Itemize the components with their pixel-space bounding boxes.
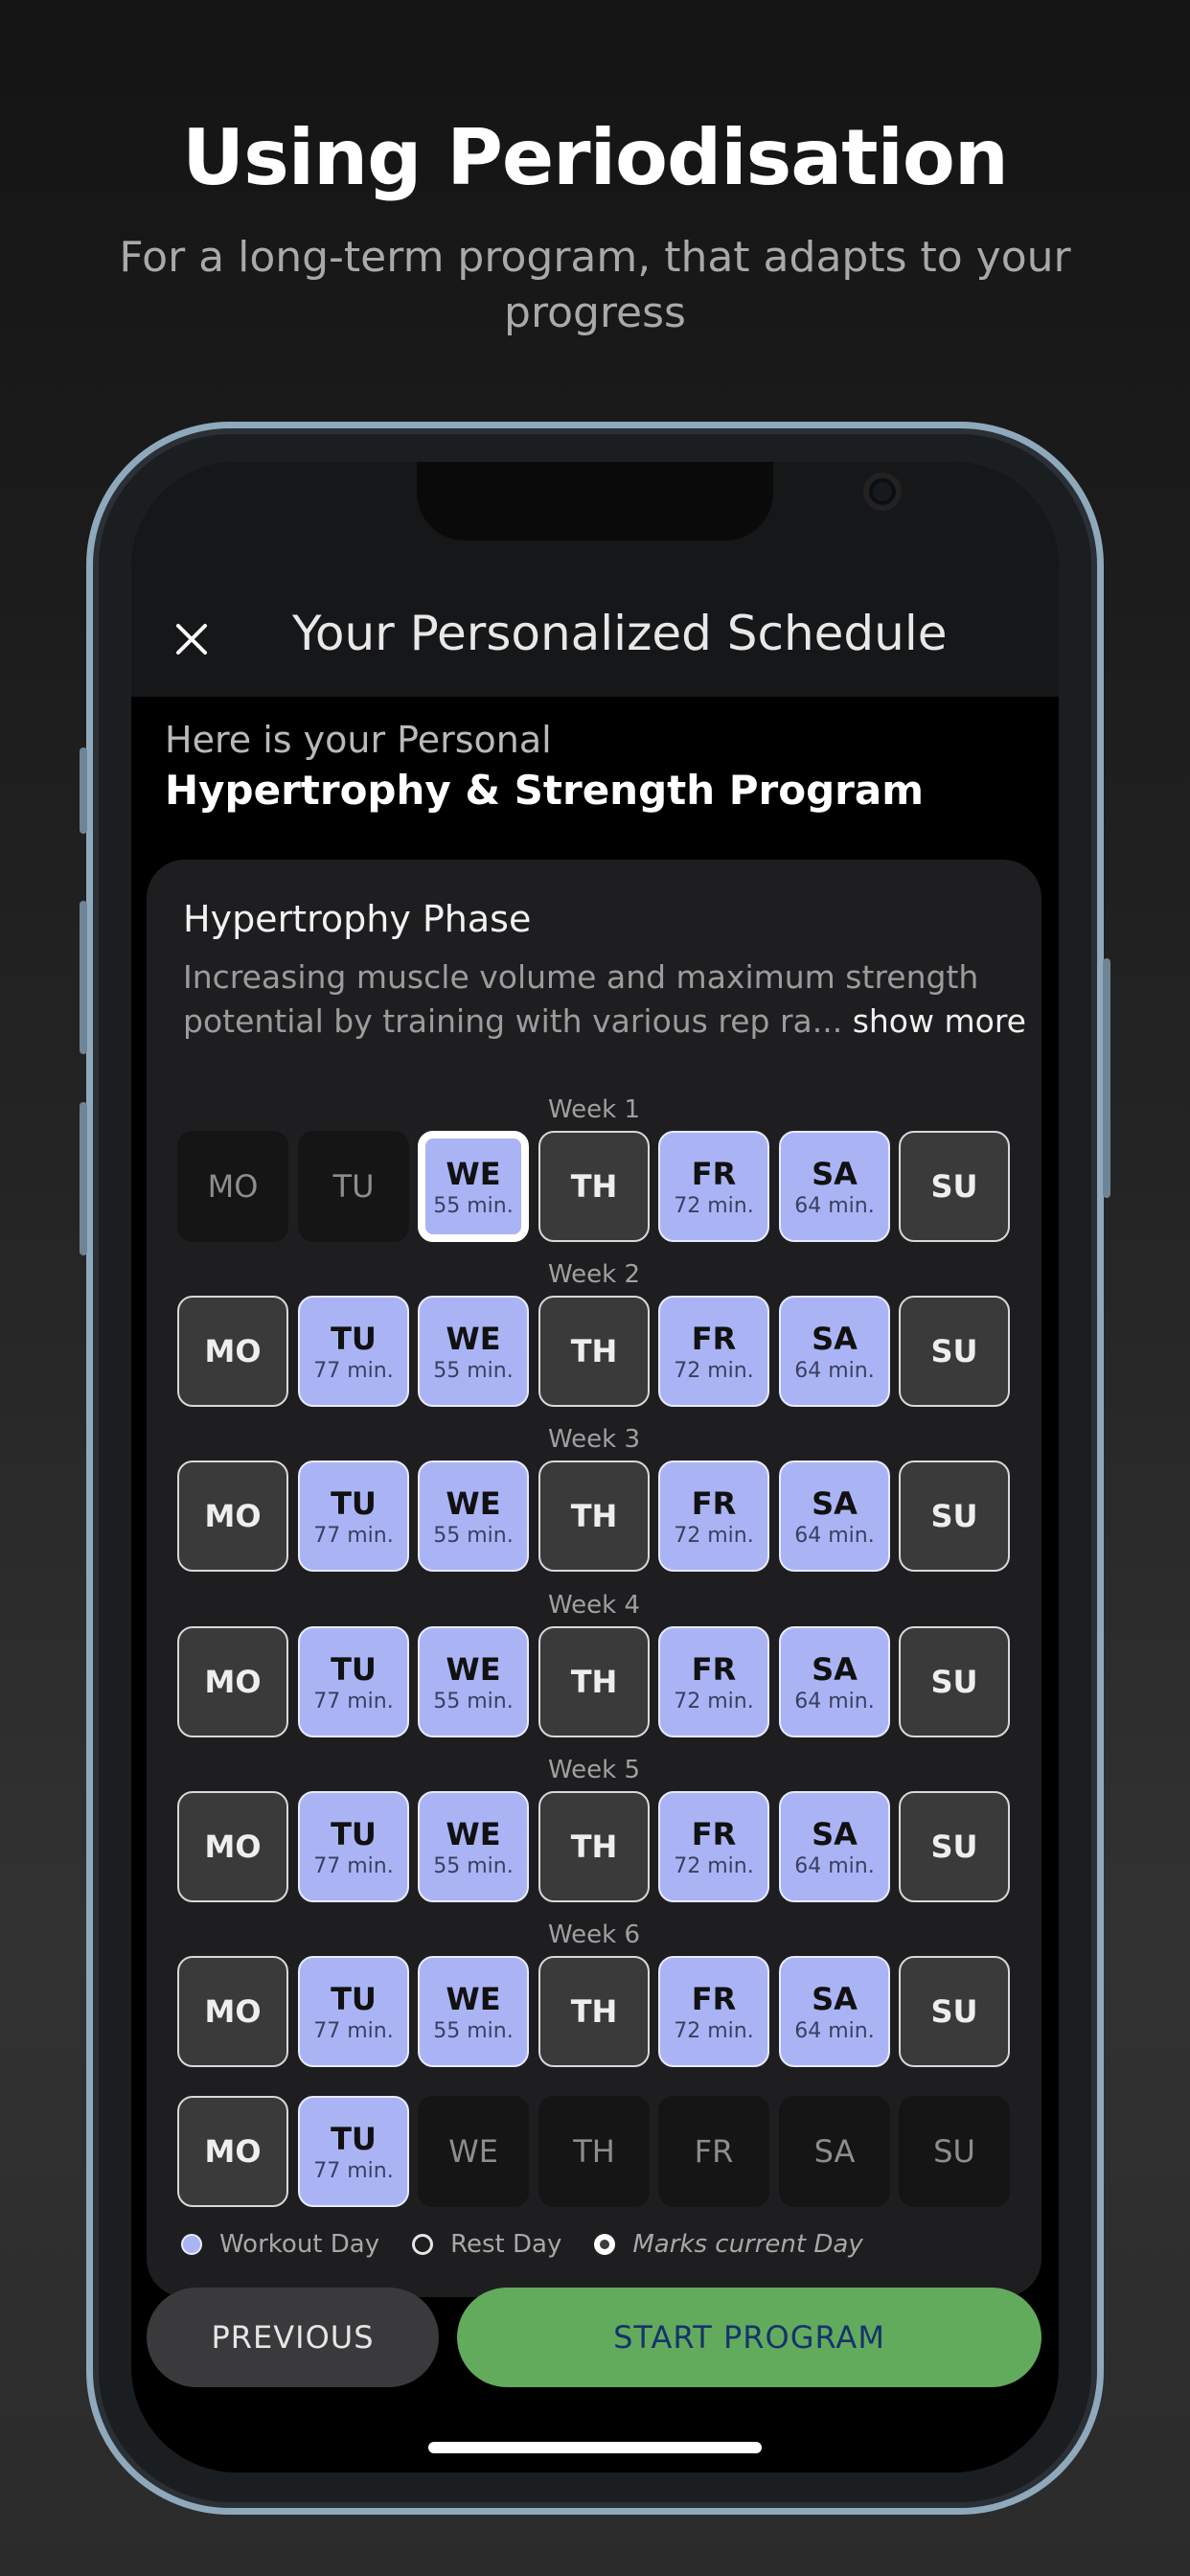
week-row <box>177 2096 1011 2207</box>
day-cell-fr[interactable] <box>658 1296 769 1407</box>
day-duration: 72 min. <box>674 2018 754 2043</box>
workout-dot-icon <box>181 2234 202 2255</box>
show-more-link[interactable]: show more <box>852 1002 1026 1040</box>
day-abbr: MO <box>204 2133 262 2170</box>
day-cell-tu[interactable] <box>298 1791 409 1902</box>
day-abbr: SA <box>813 2133 856 2170</box>
week-label: Week 4 <box>547 1591 641 1620</box>
day-duration: 72 min. <box>674 1358 754 1383</box>
day-abbr: TU <box>331 1484 377 1522</box>
day-duration: 55 min. <box>433 1523 514 1548</box>
day-abbr: SU <box>930 1498 978 1534</box>
phone-side-button <box>80 748 87 834</box>
day-cell-sa[interactable] <box>779 2096 890 2207</box>
day-cell-we[interactable] <box>418 1956 529 2067</box>
day-abbr: SU <box>930 1993 978 2030</box>
phase-description-text: Increasing muscle volume and maximum strength potential by training with various rep ra... <box>183 958 979 1040</box>
day-cell-mo[interactable] <box>177 1791 288 1902</box>
day-cell-we[interactable] <box>418 1460 529 1572</box>
day-abbr: TU <box>331 2120 377 2157</box>
day-cell-su[interactable] <box>899 1131 1010 1242</box>
day-duration: 72 min. <box>674 1193 754 1218</box>
day-abbr: MO <box>204 1664 262 1700</box>
day-cell-mo[interactable] <box>177 1296 288 1407</box>
day-cell-sa[interactable] <box>779 1791 890 1902</box>
day-abbr: TH <box>573 2133 615 2170</box>
day-abbr: FR <box>694 2133 734 2170</box>
day-cell-th[interactable] <box>538 1131 650 1242</box>
week-label: Week 6 <box>547 1920 641 1949</box>
day-cell-sa[interactable] <box>779 1296 890 1407</box>
day-duration: 55 min. <box>433 1689 514 1714</box>
home-indicator <box>428 2442 762 2453</box>
day-abbr: WE <box>446 1815 501 1852</box>
day-cell-we[interactable] <box>418 1626 529 1737</box>
day-cell-sa[interactable] <box>779 1956 890 2067</box>
day-cell-fr[interactable] <box>658 1460 769 1572</box>
day-duration: 64 min. <box>794 1689 875 1714</box>
promo-subtitle: For a long-term program, that adapts to your progress <box>119 233 1071 337</box>
day-abbr: WE <box>446 1650 501 1688</box>
day-abbr: FR <box>691 1155 737 1192</box>
day-abbr: TH <box>570 1333 618 1369</box>
day-abbr: SA <box>812 1484 858 1522</box>
intro-line: Here is your Personal <box>165 719 552 761</box>
day-duration: 55 min. <box>433 2018 514 2043</box>
day-abbr: TH <box>570 1168 618 1205</box>
week-label: Week 3 <box>547 1425 641 1454</box>
day-abbr: TH <box>570 1993 618 2030</box>
day-abbr: FR <box>691 1815 737 1852</box>
day-cell-mo[interactable] <box>177 1131 288 1242</box>
day-cell-th[interactable] <box>538 2096 650 2207</box>
day-abbr: FR <box>691 1980 737 2017</box>
previous-button[interactable]: PREVIOUS <box>147 2288 439 2387</box>
phase-title: Hypertrophy Phase <box>183 898 532 940</box>
day-abbr: FR <box>691 1650 737 1688</box>
day-abbr: SU <box>933 2133 975 2170</box>
legend-current-label: Marks current Day <box>632 2230 863 2259</box>
day-abbr: SA <box>812 1980 858 2017</box>
legend-rest-label: Rest Day <box>450 2230 562 2259</box>
day-abbr: SA <box>812 1815 858 1852</box>
day-cell-su[interactable] <box>899 1791 1010 1902</box>
rest-dot-icon <box>412 2234 433 2255</box>
day-abbr: SU <box>930 1664 978 1700</box>
day-cell-fr[interactable] <box>658 1626 769 1737</box>
day-duration: 72 min. <box>674 1689 754 1714</box>
day-cell-su[interactable] <box>899 1460 1010 1572</box>
day-cell-fr[interactable] <box>658 1791 769 1902</box>
day-abbr: TU <box>331 1320 377 1357</box>
legend-workout-label: Workout Day <box>219 2230 380 2259</box>
day-cell-sa[interactable] <box>779 1460 890 1572</box>
promo-title: Using Periodisation <box>182 113 1008 202</box>
week-row <box>177 1296 1011 1407</box>
phone-power-button <box>1103 958 1110 1198</box>
day-cell-fr[interactable] <box>658 2096 769 2207</box>
day-cell-we[interactable] <box>418 1131 529 1242</box>
day-cell-tu[interactable] <box>298 1956 409 2067</box>
day-abbr: TH <box>570 1828 618 1865</box>
current-dot-icon <box>594 2234 615 2255</box>
day-abbr: SU <box>930 1168 978 1205</box>
day-duration: 55 min. <box>433 1193 514 1218</box>
week-row <box>177 1956 1011 2067</box>
day-cell-th[interactable] <box>538 1626 650 1737</box>
day-cell-th[interactable] <box>538 1956 650 2067</box>
day-duration: 64 min. <box>794 1358 875 1383</box>
day-abbr: WE <box>446 1320 501 1357</box>
start-program-button[interactable]: START PROGRAM <box>457 2288 1041 2387</box>
week-label: Week 1 <box>547 1095 641 1124</box>
day-cell-th[interactable] <box>538 1296 650 1407</box>
day-cell-we[interactable] <box>418 2096 529 2207</box>
day-cell-tu[interactable] <box>298 2096 409 2207</box>
day-abbr: MO <box>204 1993 262 2030</box>
day-duration: 77 min. <box>313 2158 394 2183</box>
day-cell-tu[interactable] <box>298 1460 409 1572</box>
day-duration: 77 min. <box>313 1853 394 1878</box>
day-cell-tu[interactable] <box>298 1296 409 1407</box>
day-abbr: TU <box>332 1168 375 1205</box>
day-abbr: TU <box>331 1980 377 2017</box>
phase-card <box>147 860 1041 2297</box>
day-duration: 72 min. <box>674 1523 754 1548</box>
day-abbr: WE <box>448 2133 498 2170</box>
day-cell-th[interactable] <box>538 1460 650 1572</box>
day-cell-mo[interactable] <box>177 1626 288 1737</box>
day-duration: 77 min. <box>313 1358 394 1383</box>
app-screen <box>131 462 1059 2472</box>
day-duration: 55 min. <box>433 1853 514 1878</box>
program-name: Hypertrophy & Strength Program <box>165 767 924 814</box>
day-duration: 77 min. <box>313 2018 394 2043</box>
day-abbr: MO <box>204 1333 262 1369</box>
day-abbr: SU <box>930 1828 978 1865</box>
day-cell-fr[interactable] <box>658 1131 769 1242</box>
day-cell-su[interactable] <box>899 1956 1010 2067</box>
day-abbr: SA <box>812 1155 858 1192</box>
week-row <box>177 1791 1011 1902</box>
week-row <box>177 1131 1011 1242</box>
week-label: Week 2 <box>547 1260 641 1289</box>
day-cell-su[interactable] <box>899 1296 1010 1407</box>
day-duration: 55 min. <box>433 1358 514 1383</box>
notch <box>417 462 773 540</box>
header-title: Your Personalized Schedule <box>292 606 948 661</box>
day-abbr: TU <box>331 1815 377 1852</box>
close-icon <box>172 620 211 658</box>
day-abbr: TH <box>570 1664 618 1700</box>
day-cell-th[interactable] <box>538 1791 650 1902</box>
day-abbr: WE <box>446 1484 501 1522</box>
day-cell-mo[interactable] <box>177 1460 288 1572</box>
day-abbr: SA <box>812 1650 858 1688</box>
day-duration: 64 min. <box>794 2018 875 2043</box>
day-abbr: WE <box>446 1980 501 2017</box>
day-cell-fr[interactable] <box>658 1956 769 2067</box>
day-abbr: SA <box>812 1320 858 1357</box>
legend-workout <box>181 2230 379 2259</box>
week-row <box>177 1626 1011 1737</box>
day-cell-sa[interactable] <box>779 1626 890 1737</box>
week-label: Week 5 <box>547 1756 641 1784</box>
day-cell-sa[interactable] <box>779 1131 890 1242</box>
day-abbr: TH <box>570 1498 618 1534</box>
legend-current <box>594 2230 862 2259</box>
day-cell-su[interactable] <box>899 1626 1010 1737</box>
day-duration: 64 min. <box>794 1193 875 1218</box>
day-duration: 77 min. <box>313 1689 394 1714</box>
day-abbr: WE <box>446 1155 501 1192</box>
day-duration: 72 min. <box>674 1853 754 1878</box>
day-abbr: MO <box>204 1828 262 1865</box>
day-duration: 64 min. <box>794 1523 875 1548</box>
day-cell-mo[interactable] <box>177 1956 288 2067</box>
phase-description <box>183 955 1026 1044</box>
legend <box>181 2225 896 2264</box>
day-abbr: FR <box>691 1484 737 1522</box>
day-cell-we[interactable] <box>418 1791 529 1902</box>
day-abbr: MO <box>207 1168 259 1205</box>
day-duration: 77 min. <box>313 1523 394 1548</box>
day-abbr: TU <box>331 1650 377 1688</box>
day-abbr: FR <box>691 1320 737 1357</box>
day-duration: 64 min. <box>794 1853 875 1878</box>
day-cell-mo[interactable] <box>177 2096 288 2207</box>
day-cell-tu[interactable] <box>298 1131 409 1242</box>
front-camera-icon <box>863 472 902 511</box>
week-row <box>177 1460 1011 1572</box>
phone-volume-down-button <box>80 1102 87 1255</box>
close-button[interactable] <box>168 615 216 663</box>
day-abbr: SU <box>930 1333 978 1369</box>
phone-volume-up-button <box>80 901 87 1054</box>
legend-rest <box>412 2230 561 2259</box>
day-abbr: MO <box>204 1498 262 1534</box>
day-cell-we[interactable] <box>418 1296 529 1407</box>
day-cell-su[interactable] <box>899 2096 1010 2207</box>
day-cell-tu[interactable] <box>298 1626 409 1737</box>
